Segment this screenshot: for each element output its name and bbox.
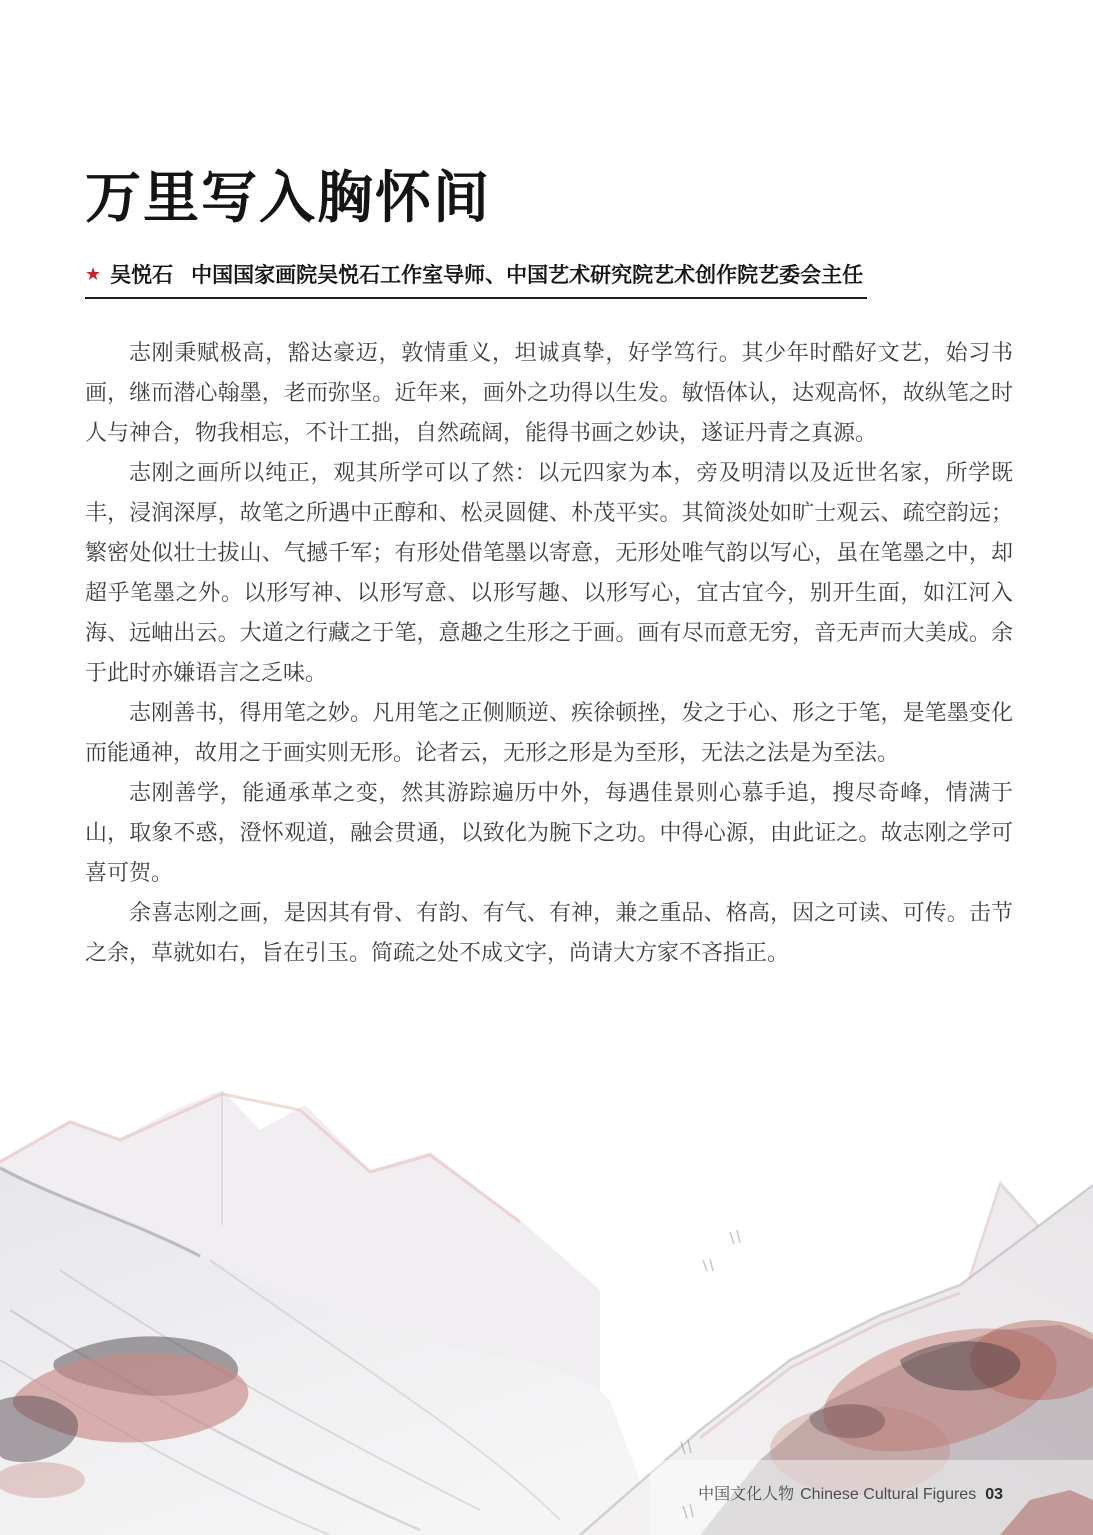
body-paragraph: 志刚秉赋极高，豁达豪迈，敦情重义，坦诚真挚，好学笃行。其少年时酷好文艺，始习书画，继而潜心翰墨，老而弥坚。近年来，画外之功得以生发。敏悟体认，达观高怀，故纵笔之时人与神合，物我相忘，不计工拙，自然疏阔，能得书画之妙诀，遂证丹青之真源。	[85, 339, 1013, 445]
article	[85, 170, 1013, 973]
body-paragraph: 余喜志刚之画，是因其有骨、有韵、有气、有神，兼之重品、格高，因之可读、可传。击节之余，草就如右，旨在引玉。简疏之处不成文字，尚请大方家不吝指正。	[85, 899, 1013, 965]
article-body	[85, 333, 1013, 973]
page-footer	[698, 1481, 1003, 1504]
ink-wash-mountains-background	[0, 1060, 1093, 1535]
author-name: 吴悦石	[110, 263, 174, 287]
byline	[85, 263, 867, 299]
body-paragraph: 志刚之画所以纯正，观其所学可以了然：以元四家为本，旁及明清以及近世名家，所学既丰，浸润深厚，故笔之所遇中正醇和、松灵圆健、朴茂平实。其简淡处如旷士观云、疏空韵远；繁密处似壮士拔山、气撼千军；有形处借笔墨以寄意，无形处唯气韵以写心，虽在笔墨之中，却超乎笔墨之外。以形写神、以形写意、以形写趣、以形写心，宜古宜今，别开生面，如江河入海、远岫出云。大道之行藏之于笔，意趣之生形之于画。画有尽而意无穷，音无声而大美成。余于此时亦嫌语言之乏味。	[85, 459, 1013, 685]
publication-name-en: Chinese Cultural Figures	[800, 1486, 977, 1503]
body-paragraph: 志刚善书，得用笔之妙。凡用笔之正侧顺逆、疾徐顿挫，发之于心、形之于笔，是笔墨变化而能通神，故用之于画实则无形。论者云，无形之形是为至形，无法之法是为至法。	[85, 699, 1013, 765]
star-icon: ★	[85, 263, 102, 284]
article-title: 万里写入胸怀间	[85, 168, 491, 230]
author-affiliation: 中国国家画院吴悦石工作室导师、中国艺术研究院艺术创作院艺委会主任	[191, 263, 864, 287]
publication-name-cn: 中国文化人物	[698, 1486, 795, 1503]
page-number: 03	[985, 1486, 1003, 1503]
body-paragraph: 志刚善学，能通承革之变，然其游踪遍历中外，每遇佳景则心慕手追，搜尽奇峰，情满于山，取象不惑，澄怀观道，融会贯通，以致化为腕下之功。中得心源，由此证之。故志刚之学可喜可贺。	[85, 779, 1013, 885]
